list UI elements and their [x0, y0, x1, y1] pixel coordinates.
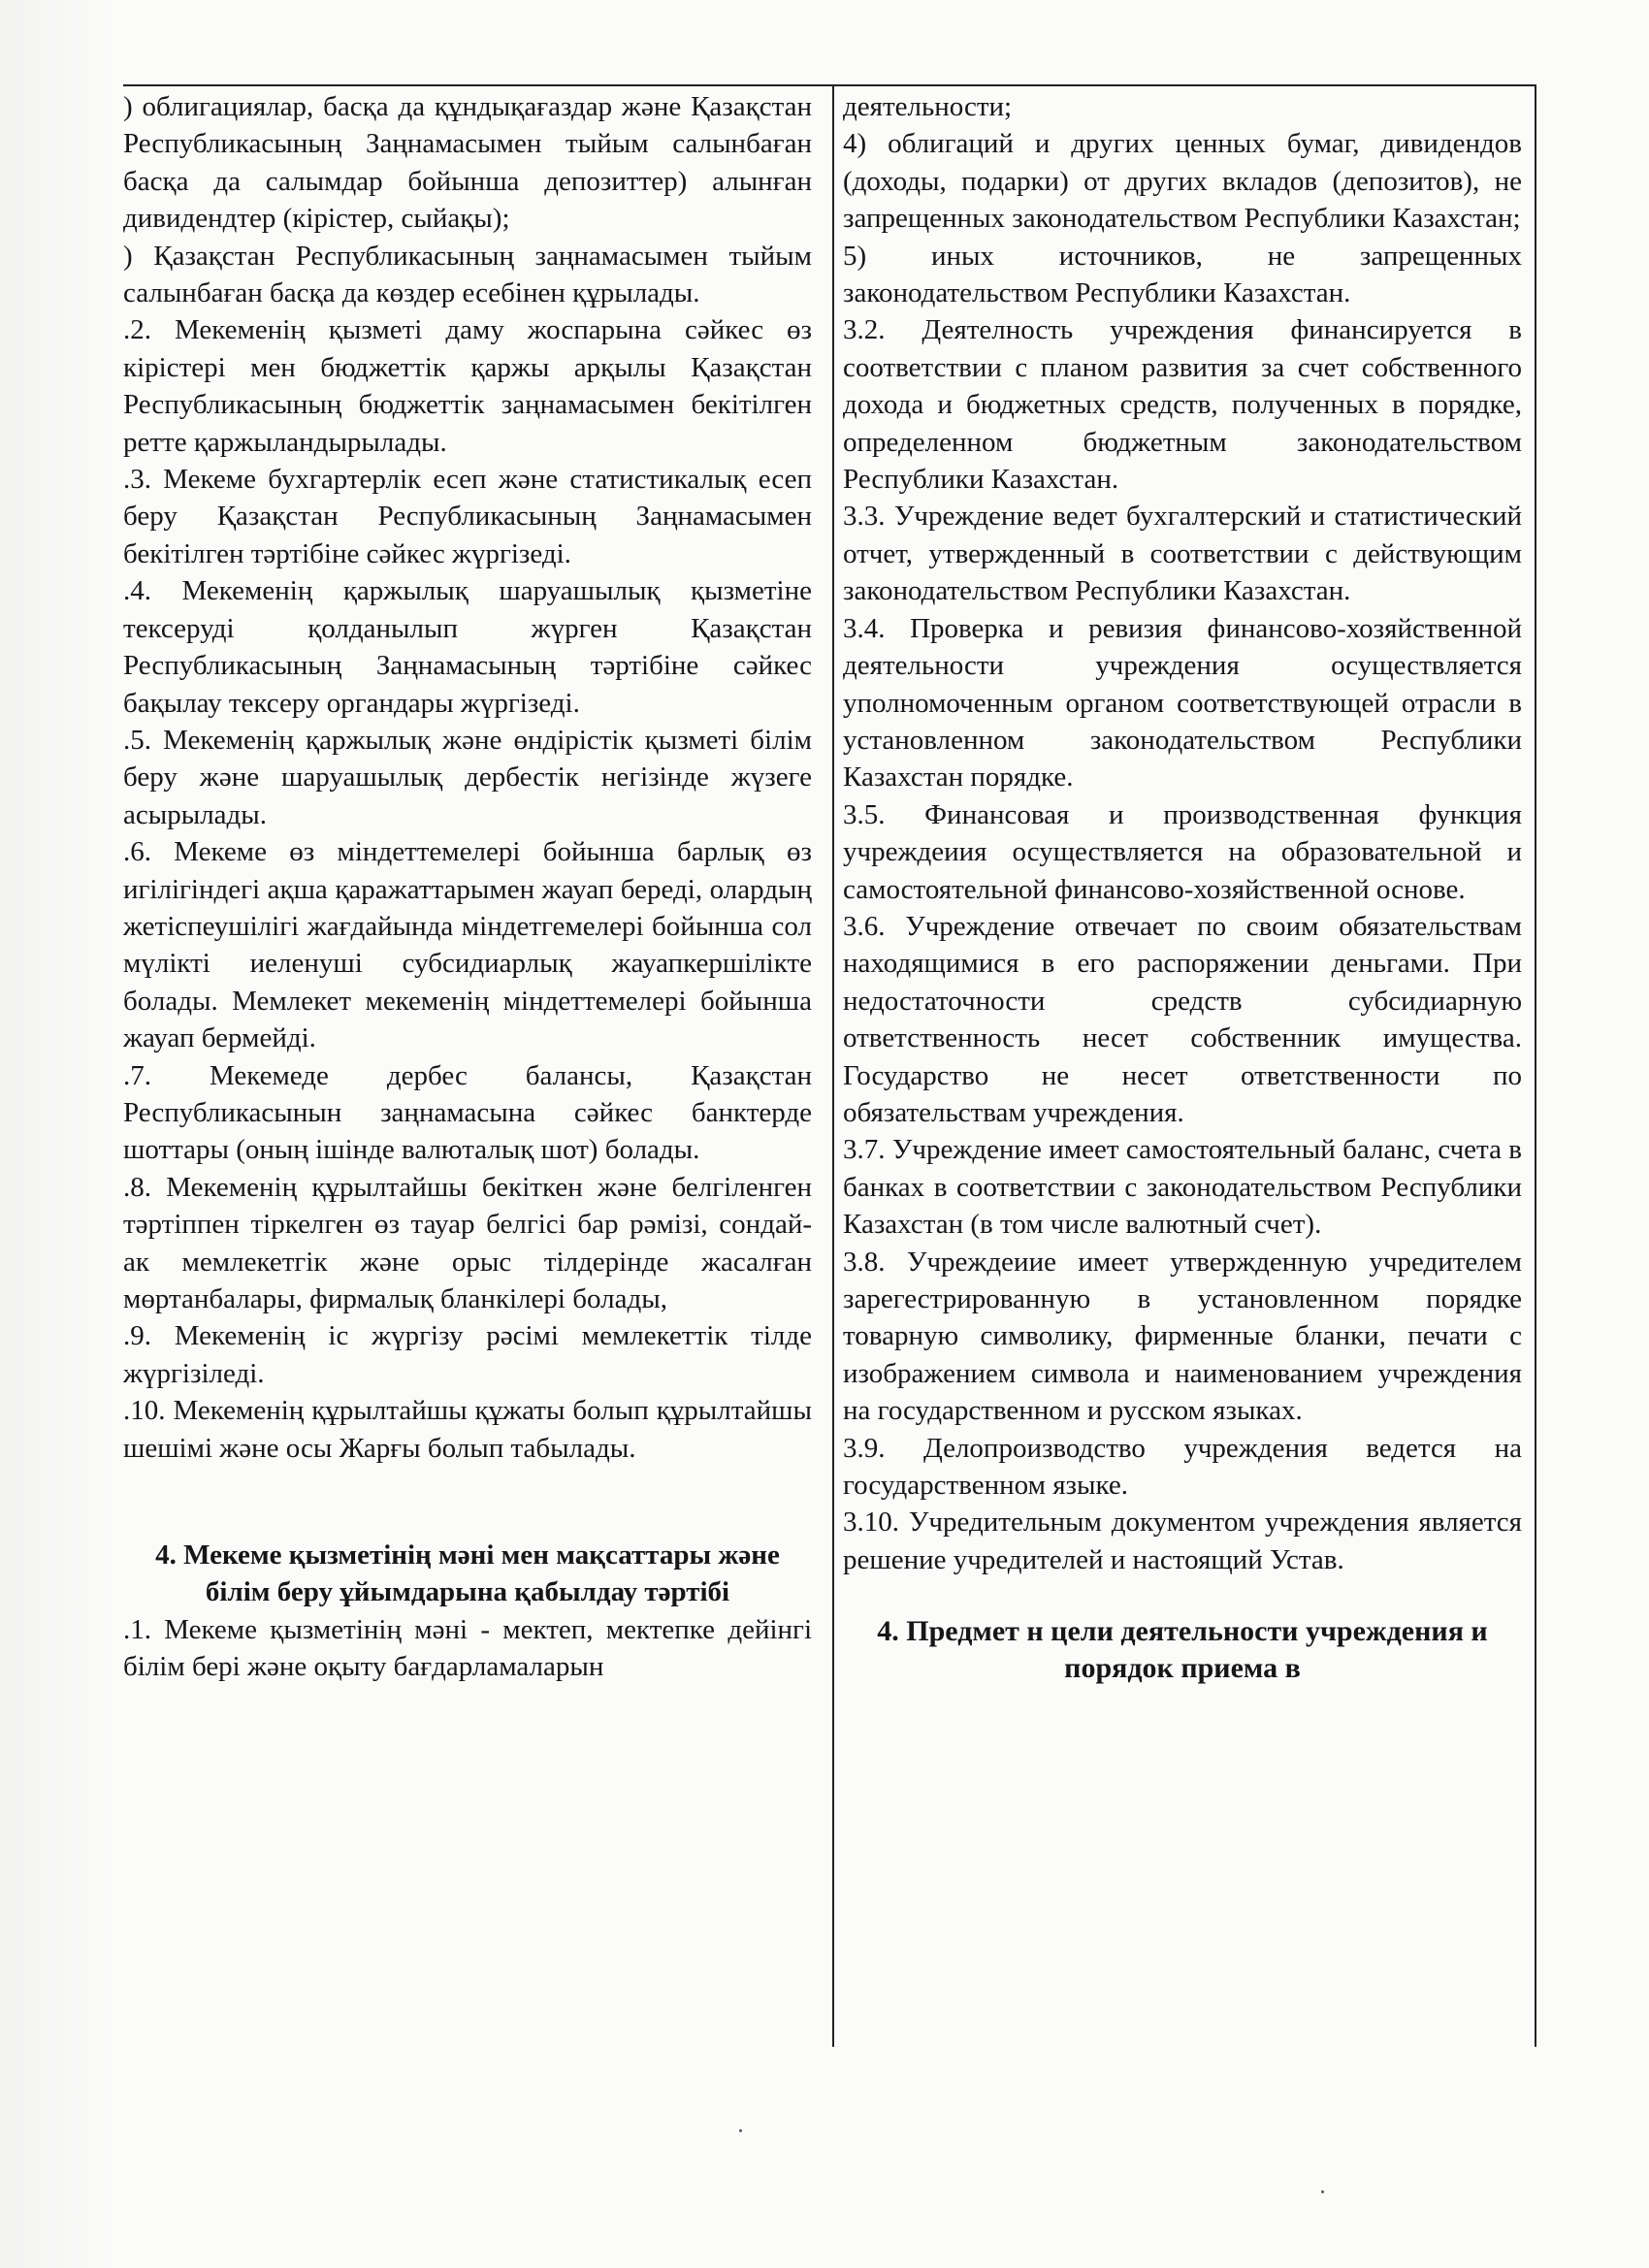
ru-paragraph: деятельности; — [843, 91, 1013, 122]
ru-paragraph: 4) облигаций и других ценных бумаг, дивидендов (доходы, подарки) от других вкладов (депозитов), не запрещенных законодательством Республики Казахстан; — [843, 128, 1522, 235]
ru-paragraph: 5) иных источников, не запрещенных законодательством Республики Казахстан. — [843, 240, 1522, 309]
column-divider — [832, 86, 834, 2047]
kz-paragraph: .6. Мекеме өз міндеттемелері бойынша барлық өз игілігіндегі ақша қаражаттарымен жауап береді, олардың жетіспеушілігі жағдайында міндетгемелері бойынша сол мүлікті иеленуші субсидиарлық жауапкершілікте болады. Мемлекет мекеменің міндеттемелері бойынша жауап бермейді. — [123, 836, 812, 1054]
ru-paragraph: 3.10. Учредительным документом учреждения является решение учредителей и настоящий Устав. — [843, 1507, 1522, 1575]
kz-paragraph: .10. Мекеменің құрылтайшы құжаты болып құрылтайшы шешімі және осы Жарғы болып табылады. — [123, 1395, 812, 1464]
kz-paragraph: .9. Мекеменің іс жүргізу рәсімі мемлекеттік тілде жүргізіледі. — [123, 1320, 812, 1389]
kz-paragraph: .3. Мекеме бухгартерлік есеп және статистикалық есеп беру Қазақстан Республикасының Заңнамасымен бекітілген тәртібіне сәйкес жүргізеді. — [123, 464, 812, 569]
ru-paragraph: 3.2. Деятелность учреждения финансируется в соответствии с планом развития за счет собственного дохода и бюджетных средств, полученных в порядке, определенном бюджетным законодательством Республики Казахстан. — [843, 314, 1522, 496]
ru-paragraph: 3.6. Учреждение отвечает по своим обязательствам находящимися в его распоряжении деньгами. При недостаточности средств субсидиарную ответственность несет собственник имущества. Государство не несет ответственности по обязательствам учреждения. — [843, 910, 1522, 1128]
scan-edge-shadow — [0, 0, 116, 2268]
ru-blank-space — [843, 1578, 1522, 1613]
ru-paragraph: 3.5. Финансовая и производственная функция учреждеиия осуществляется на образовательной и самостоятельной финансово-хозяйственной основе. — [843, 798, 1522, 905]
russian-column — [843, 88, 1522, 1687]
kz-paragraph: .7. Мекемеде дербес балансы, Қазақстан Республикасынын заңнамасына сәйкес банктерде шоттары (оның ішінде валюталық шот) болады. — [123, 1059, 812, 1166]
kz-paragraph: .8. Мекеменің құрылтайшы бекіткен және белгіленген тәртіппен тіркелген өз тауар белгісі бар рәмізі, сондай- ак мемлекетгік және орыс тілдерінде жасалған мөртанбалары, фирмалық бланкілері болады, — [123, 1171, 812, 1314]
kazakh-column — [123, 88, 812, 1686]
scan-speck — [1321, 2190, 1324, 2193]
ru-paragraph: 3.7. Учреждение имеет самостоятельный баланс, счета в банках в соответствии с законодательством Республики Казахстан (в том числе валютный счет). — [843, 1134, 1522, 1241]
kz-blank-space — [123, 1467, 812, 1537]
kz-section-title: 4. Мекеме қызметінің мәні мен мақсаттары және білім беру ұйымдарына қабылдау тәртібі — [155, 1539, 780, 1608]
kz-paragraph: .1. Мекеме қызметінің мәні - мектеп, мектепке дейінгі білім бері және оқыту бағдарламаларын — [123, 1613, 812, 1683]
kz-paragraph: .4. Мекеменің қаржылық шаруашылық қызметіне тексеруді қолданылып жүрген Қазақстан Республикасының Заңнамасының тәртібіне сәйкес бақылау тексеру органдары жүргізеді. — [123, 575, 812, 719]
kz-paragraph: .2. Мекеменің қызметі даму жоспарына сәйкес өз кірістері мен бюджеттік қаржы арқылы Қазақстан Республикасының бюджеттік заңнамасымен бекітілген ретте қаржыландырылады. — [123, 314, 812, 458]
ru-paragraph: 3.9. Делопроизводство учреждения ведется на государственном языке. — [843, 1432, 1522, 1502]
kz-paragraph: ) облигациялар, басқа да құндықағаздар және Қазақстан Республикасының Заңнамасымен тыйым салынбаған басқа да салымдар бойынша депозиттер) алынған дивидендтер (кірістер, сыйақы); — [123, 91, 812, 235]
ru-section-title: 4. Предмет н цели деятельности учреждения и порядок приема в — [877, 1615, 1488, 1685]
ru-paragraph: 3.3. Учреждение ведет бухгалтерский и статистический отчет, утвержденный в соответствии с действующим законодательством Республики Казахстан. — [843, 501, 1522, 607]
ru-paragraph: 3.4. Проверка и ревизия финансово-хозяйственной деятельности учреждения осуществляется уполномоченным органом соответствующей отрасли в установленном законодательством Республики Казахстан порядке. — [843, 612, 1522, 794]
scan-speck — [739, 2129, 742, 2132]
ru-paragraph: 3.8. Учреждеиие имеет утвержденную учредителем зарегестрированную в установленном порядке товарную символику, фирменные бланки, печати с изображением символа и наименованием учреждения на государственном и русском языках. — [843, 1246, 1522, 1427]
kz-paragraph: .5. Мекеменің қаржылық және өндірістік қызметі білім беру және шаруашылық дербестік негізінде жүзеге асырылады. — [123, 724, 812, 830]
bilingual-charter-table — [123, 84, 1536, 2047]
kz-paragraph: ) Қазақстан Республикасының заңнамасымен тыйым салынбаған басқа да көздер есебінен құрылады. — [123, 240, 812, 309]
